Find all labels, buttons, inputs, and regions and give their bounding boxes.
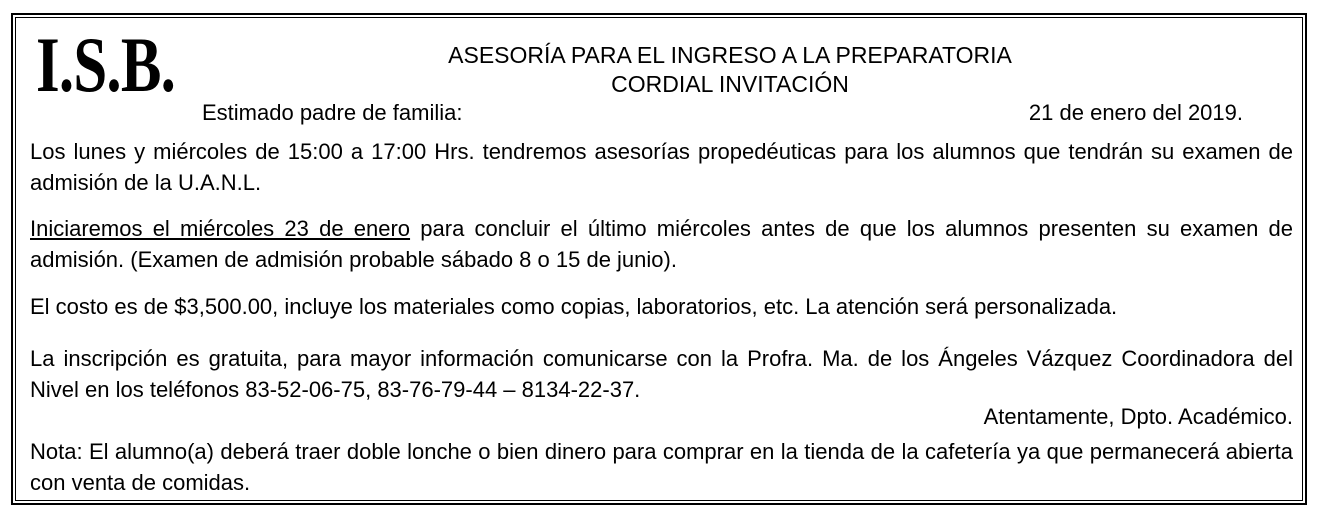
closing-signature: Atentamente, Dpto. Académico. [983, 404, 1293, 429]
heading-title: ASESORÍA PARA EL INGRESO A LA PREPARATORIA [448, 42, 1012, 68]
start-date-emphasis: Iniciaremos el miércoles 23 de enero [30, 216, 411, 241]
paragraph-note: Nota: El alumno(a) deberá traer doble lonche o bien dinero para comprar en la tienda de la cafetería ya que permanecerá abierta con venta de comidas. [30, 439, 1293, 495]
school-logo: I.S.B. [36, 21, 176, 108]
letter-date: 21 de enero del 2019. [1028, 100, 1243, 125]
paragraph-start-date [30, 213, 1293, 275]
paragraph-cost: El costo es de $3,500.00, incluye los materiales como copias, laboratorios, etc. La atención será personalizada. [30, 294, 1118, 319]
paragraph-schedule: Los lunes y miércoles de 15:00 a 17:00 Hrs. tendremos asesorías propedéuticas para los alumnos que tendrán su examen de admisión de la U.A.N.L. [30, 139, 1293, 195]
paragraph-registration: La inscripción es gratuita, para mayor información comunicarse con la Profra. Ma. de los Ángeles Vázquez Coordinadora del Nivel en los teléfonos 83-52-06-75, 83-76-79-44 – 8134-22-37. [30, 346, 1293, 402]
salutation: Estimado padre de familia: [202, 100, 463, 125]
start-date-details: para concluir el último miércoles antes de que los alumnos presenten su examen de admisión. (Examen de admisión probable sábado 8 o 15 de junio). [30, 216, 1293, 272]
heading-subtitle: CORDIAL INVITACIÓN [611, 71, 849, 97]
